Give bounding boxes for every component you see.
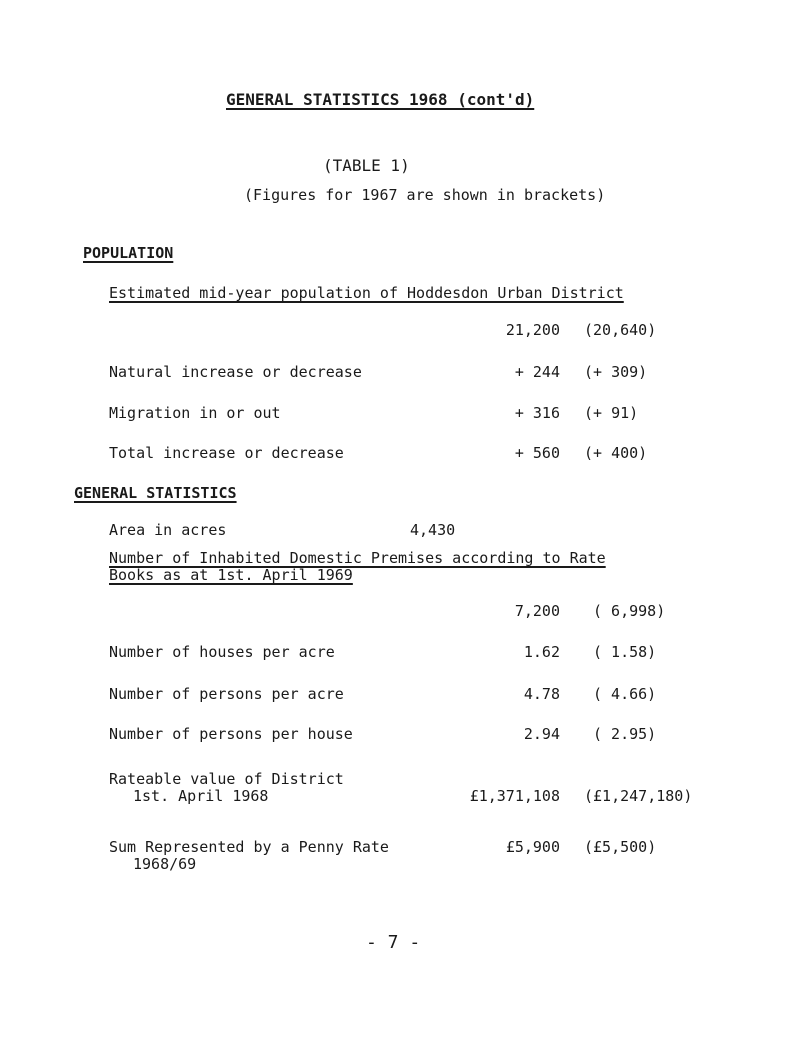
population-heading: POPULATION <box>83 244 174 262</box>
persons-per-acre-value: 4.78 <box>523 685 560 703</box>
total-increase-prev: (+ 400) <box>584 444 648 462</box>
population-total-prev: (20,640) <box>584 321 657 339</box>
penny-rate-prev: (£5,500) <box>584 838 657 856</box>
total-increase-value: + 560 <box>514 444 560 462</box>
population-subheading: Estimated mid-year population of Hoddesdon Urban District <box>109 284 624 302</box>
page-number: - 7 - <box>366 932 421 953</box>
houses-per-acre-prev: ( 1.58) <box>593 643 657 661</box>
population-total-value: 21,200 <box>505 321 560 339</box>
general-statistics-heading: GENERAL STATISTICS <box>74 484 237 502</box>
natural-increase-label: Natural increase or decrease <box>109 363 362 381</box>
table-label: (TABLE 1) <box>323 156 410 175</box>
natural-increase-value: + 244 <box>514 363 560 381</box>
premises-value: 7,200 <box>514 602 560 620</box>
migration-prev: (+ 91) <box>584 404 639 422</box>
persons-per-house-label: Number of persons per house <box>109 725 353 743</box>
persons-per-house-value: 2.94 <box>523 725 560 743</box>
persons-per-house-prev: ( 2.95) <box>593 725 657 743</box>
migration-value: + 316 <box>514 404 560 422</box>
page-title: GENERAL STATISTICS 1968 (cont'd) <box>226 90 535 109</box>
premises-heading-line2: Books as at 1st. April 1969 <box>109 566 353 584</box>
premises-heading-line1: Number of Inhabited Domestic Premises according to Rate <box>109 549 606 567</box>
houses-per-acre-value: 1.62 <box>523 643 560 661</box>
rateable-value-label-line2: 1st. April 1968 <box>133 787 269 805</box>
penny-rate-value: £5,900 <box>505 838 560 856</box>
migration-label: Migration in or out <box>109 404 281 422</box>
brackets-note: (Figures for 1967 are shown in brackets) <box>244 186 606 204</box>
rateable-value-prev: (£1,247,180) <box>584 787 693 805</box>
area-value: 4,430 <box>410 521 456 539</box>
rateable-value-label-line1: Rateable value of District <box>109 770 344 788</box>
premises-prev: ( 6,998) <box>593 602 666 620</box>
penny-rate-label-line2: 1968/69 <box>133 855 197 873</box>
persons-per-acre-prev: ( 4.66) <box>593 685 657 703</box>
natural-increase-prev: (+ 309) <box>584 363 648 381</box>
total-increase-label: Total increase or decrease <box>109 444 344 462</box>
persons-per-acre-label: Number of persons per acre <box>109 685 344 703</box>
penny-rate-label-line1: Sum Represented by a Penny Rate <box>109 838 389 856</box>
rateable-value: £1,371,108 <box>469 787 560 805</box>
houses-per-acre-label: Number of houses per acre <box>109 643 335 661</box>
area-label: Area in acres <box>109 521 227 539</box>
